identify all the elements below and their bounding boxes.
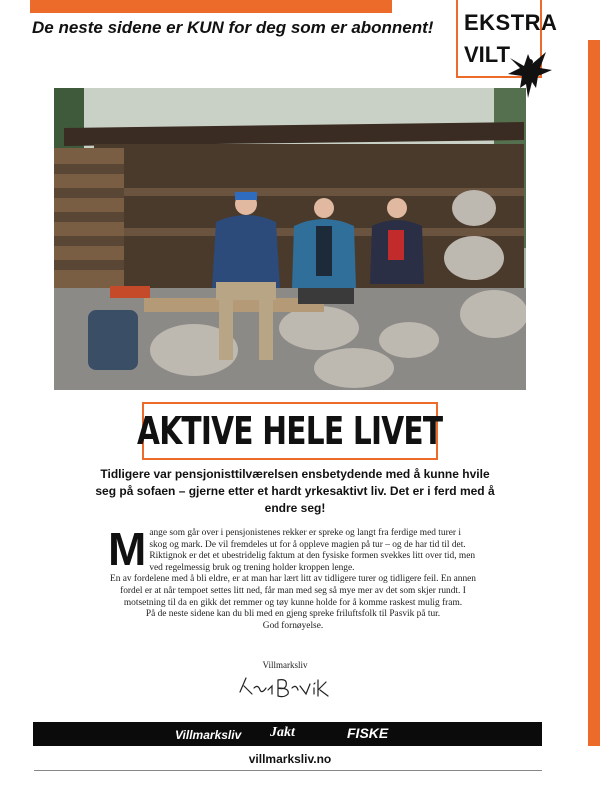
footer-divider: [34, 770, 542, 771]
article-photo: [54, 88, 526, 390]
article-body: [108, 523, 478, 632]
article-lead: Tidligere var pensjonisttilværelsen ensbetydende med å kunne hvile seg på sofaen – gjerne etter et hardt yrkesaktivt liv. Det er i ferd med å endre seg!: [95, 467, 495, 515]
article-paragraph-1: [108, 523, 478, 575]
signature-image: [236, 672, 332, 700]
brand-jakt: Jakt: [270, 725, 295, 740]
brand-villmarksliv: Villmarksliv: [175, 728, 242, 742]
article-headline: AKTIVE HELE LIVET: [137, 409, 443, 453]
footer-url-link[interactable]: villmarksliv.no: [248, 752, 332, 766]
brand-fiske: FISKE: [347, 725, 389, 741]
headline-box: [137, 402, 443, 460]
top-accent-bar: [30, 0, 392, 13]
article-paragraph-2: En av fordelene med å bli eldre, er at man har lært litt av tidligere turer og tidligere feil. En annen fordel er at når tempoet settes litt ned, får man med seg så mye mer av det som skjer rundt. I motsetning til da en gikk det remmer og tøy kunne holde for å komme raskest mulig fram.: [109, 574, 476, 608]
footer-brand-bar: [33, 722, 542, 746]
badge-line-1: EKSTRA: [464, 10, 558, 35]
article-paragraph-3: På de neste sidene kan du bli med en gjeng spreke friluftsfolk til Pasvik på tur.: [145, 609, 441, 620]
signature-label: Villmarksliv: [262, 660, 308, 670]
right-accent-bar: [588, 40, 600, 746]
subscriber-banner: De neste sidene er KUN for deg som er abonnent!: [32, 18, 434, 37]
paragraph-1-text: ange som går over i pensjonistenes rekker er spreke og langt fra ferdige med turer i skog og mark. De vil fremdeles ut for å oppleve magien på tur – og de har tid til det. Riktignok er det et ubestridelig faktum at den fysiske formen svekkes litt over tid, men ved regelmessig bruk og trening holder kroppen lenge.: [149, 528, 476, 573]
article-paragraph-4: God fornøyelse.: [262, 620, 324, 631]
drop-cap: M: [108, 523, 147, 575]
badge-line-2: VILT: [464, 42, 511, 67]
